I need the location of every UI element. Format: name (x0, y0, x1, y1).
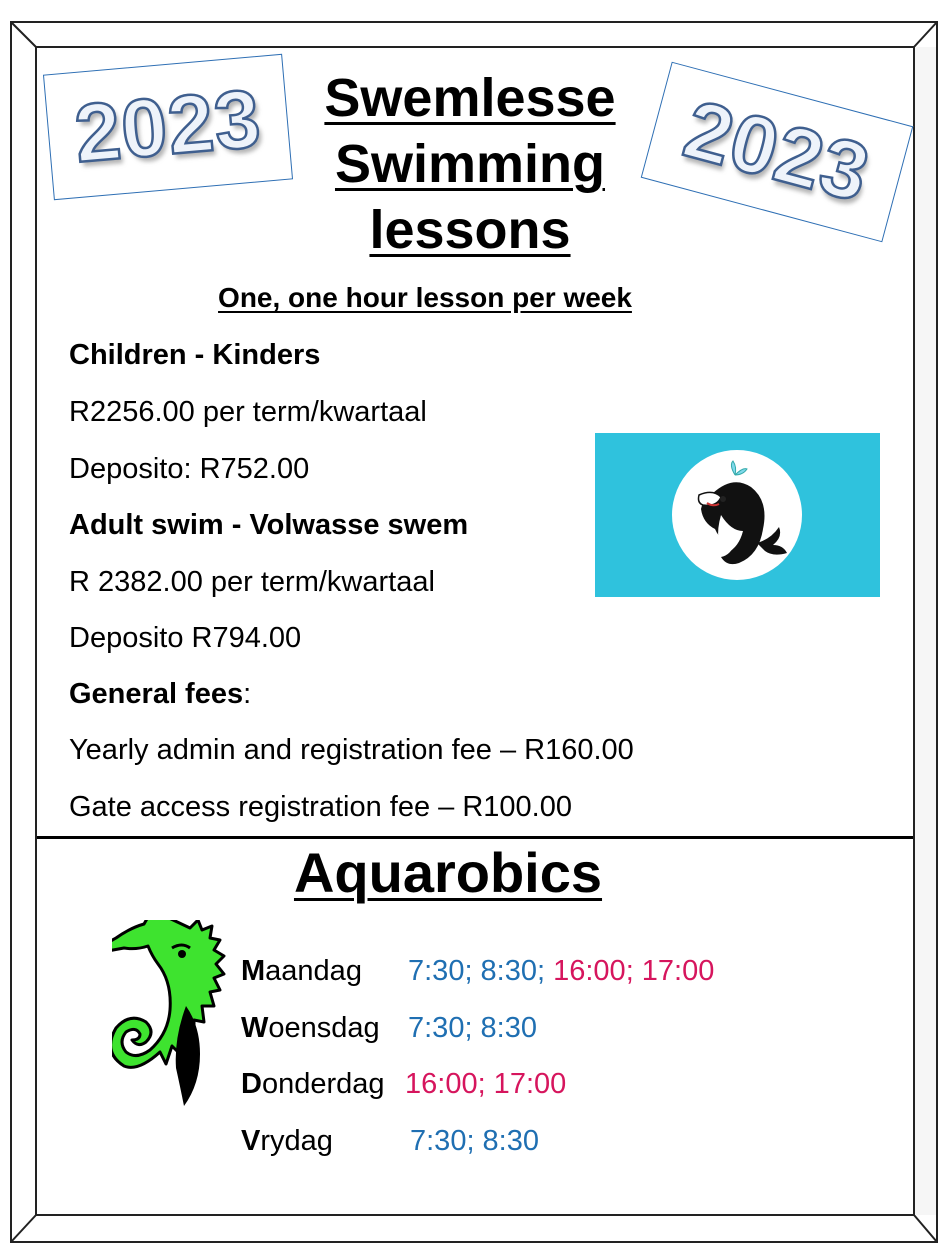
general-fees-heading: General fees: (69, 678, 252, 710)
adult-deposit: Deposito R794.00 (69, 622, 302, 654)
orca-dolphin-icon (595, 433, 880, 597)
aquarobics-title: Aquarobics (293, 841, 603, 904)
children-deposit: Deposito: R752.00 (69, 453, 310, 485)
lesson-frequency-subtitle: One, one hour lesson per week (218, 282, 632, 313)
admin-fee: Yearly admin and registration fee – R160.00 (69, 734, 634, 766)
children-price: R2256.00 per term/kwartaal (69, 396, 427, 428)
title-line-3: lessons (369, 200, 571, 260)
schedule-day-wednesday: Woensdag (241, 1012, 380, 1044)
year-left-text: 2023 (71, 73, 265, 180)
schedule-times-monday: 7:30; 8:30; 16:00; 17:00 (408, 955, 715, 987)
dolphin-picture (595, 433, 880, 597)
seahorse-icon (112, 920, 242, 1182)
schedule-times-thursday: 16:00; 17:00 (405, 1068, 567, 1100)
schedule-times-friday: 7:30; 8:30 (410, 1125, 539, 1157)
schedule-day-monday: Maandag (241, 955, 362, 987)
year-right-text: 2023 (675, 83, 879, 220)
schedule-day-thursday: Donderdag (241, 1068, 385, 1100)
year-stamp-left (43, 54, 293, 200)
schedule-day-friday: Vrydag (241, 1125, 333, 1157)
adult-price: R 2382.00 per term/kwartaal (69, 566, 435, 598)
gate-fee: Gate access registration fee – R100.00 (69, 791, 572, 823)
title-line-1: Swemlesse (324, 68, 616, 128)
children-heading: Children - Kinders (69, 339, 321, 371)
adult-heading: Adult swim - Volwasse swem (69, 509, 469, 541)
section-divider (37, 836, 913, 839)
schedule-times-wednesday: 7:30; 8:30 (408, 1012, 537, 1044)
title-line-2: Swimming (334, 134, 606, 194)
